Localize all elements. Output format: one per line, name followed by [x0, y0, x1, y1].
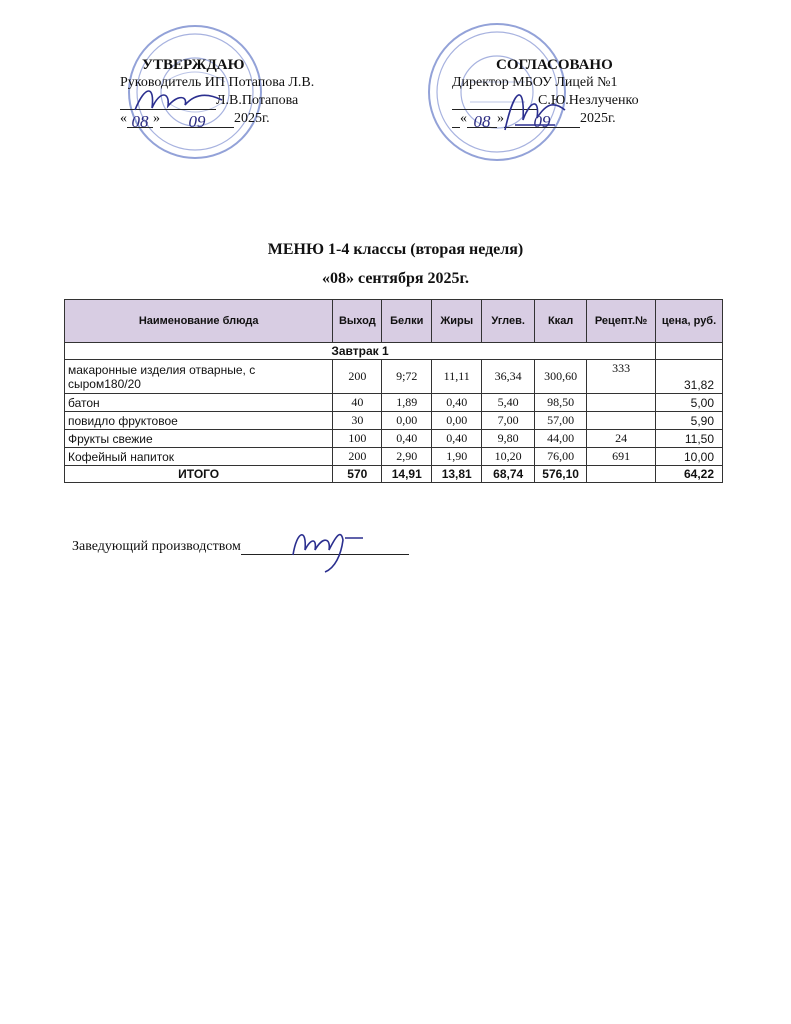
- dish-price: 11,50: [656, 430, 723, 448]
- col-protein: Белки: [382, 300, 432, 343]
- dish-kcal: 98,50: [535, 394, 587, 412]
- menu-date: «08» сентября 2025г.: [322, 270, 469, 287]
- dish-kcal: 57,00: [535, 412, 587, 430]
- date-month: 09: [504, 113, 580, 128]
- director-role: Директор МБОУ Лицей №1: [452, 75, 618, 90]
- col-carbs: Углев.: [482, 300, 535, 343]
- total-price: 64,22: [656, 466, 723, 483]
- dish-fat: 0,40: [432, 394, 482, 412]
- footer-label: Заведующий производством: [72, 539, 241, 554]
- total-kcal: 576,10: [535, 466, 587, 483]
- section-empty-cell: [656, 343, 723, 360]
- dish-price: 31,82: [656, 360, 723, 394]
- dish-recipe: 24: [587, 430, 656, 448]
- date-month: 09: [160, 113, 234, 128]
- dish-name: повидло фруктовое: [65, 412, 333, 430]
- dish-name: макаронные изделия отварные, с сыром180/20: [65, 360, 333, 394]
- col-output: Выход: [333, 300, 382, 343]
- date-quote-close: »: [497, 111, 504, 126]
- col-kcal: Ккал: [535, 300, 587, 343]
- total-fat: 13,81: [432, 466, 482, 483]
- total-recipe: [587, 466, 656, 483]
- dish-fat: 11,11: [432, 360, 482, 394]
- agree-heading: СОГЛАСОВАНО: [496, 57, 613, 73]
- handwritten-signature-left: [130, 80, 230, 120]
- dish-carbs: 7,00: [482, 412, 535, 430]
- section-row: [65, 343, 723, 360]
- date-lead-line: [452, 113, 460, 128]
- dish-fat: 0,40: [432, 430, 482, 448]
- dish-carbs: 9,80: [482, 430, 535, 448]
- dish-recipe: [587, 412, 656, 430]
- dish-price: 5,90: [656, 412, 723, 430]
- table-row: [65, 394, 723, 412]
- dish-output: 100: [333, 430, 382, 448]
- table-row: [65, 360, 723, 394]
- dish-price: 5,00: [656, 394, 723, 412]
- dish-name: батон: [65, 394, 333, 412]
- table-row: [65, 448, 723, 466]
- table-row: [65, 430, 723, 448]
- director-name: С.Ю.Незлученко: [538, 93, 639, 108]
- dish-output: 30: [333, 412, 382, 430]
- date-quote-close: »: [153, 111, 160, 126]
- dish-carbs: 5,40: [482, 394, 535, 412]
- date-year: 2025г.: [234, 111, 270, 126]
- dish-protein: 2,90: [382, 448, 432, 466]
- dish-carbs: 10,20: [482, 448, 535, 466]
- date-quote-open: «: [120, 111, 127, 126]
- dish-protein: 0,40: [382, 430, 432, 448]
- dish-carbs: 36,34: [482, 360, 535, 394]
- table-header-row: [65, 300, 723, 343]
- dish-kcal: 300,60: [535, 360, 587, 394]
- total-output: 570: [333, 466, 382, 483]
- col-fat: Жиры: [432, 300, 482, 343]
- dish-output: 200: [333, 448, 382, 466]
- dish-output: 200: [333, 360, 382, 394]
- dish-kcal: 76,00: [535, 448, 587, 466]
- dish-protein: 1,89: [382, 394, 432, 412]
- dish-protein: 9;72: [382, 360, 432, 394]
- total-row: [65, 466, 723, 483]
- handwritten-signature-footer: [285, 520, 375, 575]
- col-name: Наименование блюда: [65, 300, 333, 343]
- date-day: 08: [467, 113, 497, 128]
- approve-heading: УТВЕРЖДАЮ: [142, 57, 245, 73]
- date-quote-open: «: [460, 111, 467, 126]
- date-year: 2025г.: [580, 111, 616, 126]
- dish-name: Кофейный напиток: [65, 448, 333, 466]
- dish-kcal: 44,00: [535, 430, 587, 448]
- dish-recipe: 333: [587, 360, 656, 394]
- date-day: 08: [127, 113, 153, 128]
- total-protein: 14,91: [382, 466, 432, 483]
- handwritten-signature-right: [495, 80, 575, 140]
- menu-table: [64, 299, 723, 483]
- col-price: цена, руб.: [656, 300, 723, 343]
- dish-fat: 0,00: [432, 412, 482, 430]
- table-row: [65, 412, 723, 430]
- dish-recipe: [587, 394, 656, 412]
- approver-name: Л.В.Потапова: [216, 93, 299, 108]
- dish-fat: 1,90: [432, 448, 482, 466]
- dish-protein: 0,00: [382, 412, 432, 430]
- dish-recipe: 691: [587, 448, 656, 466]
- total-label: ИТОГО: [65, 466, 333, 483]
- dish-price: 10,00: [656, 448, 723, 466]
- dish-name: Фрукты свежие: [65, 430, 333, 448]
- section-label: Завтрак 1: [65, 343, 656, 360]
- total-carbs: 68,74: [482, 466, 535, 483]
- menu-title: МЕНЮ 1-4 классы (вторая неделя): [267, 241, 524, 258]
- dish-output: 40: [333, 394, 382, 412]
- col-recipe: Рецепт.№: [587, 300, 656, 343]
- approver-role: Руководитель ИП Потапова Л.В.: [120, 75, 315, 90]
